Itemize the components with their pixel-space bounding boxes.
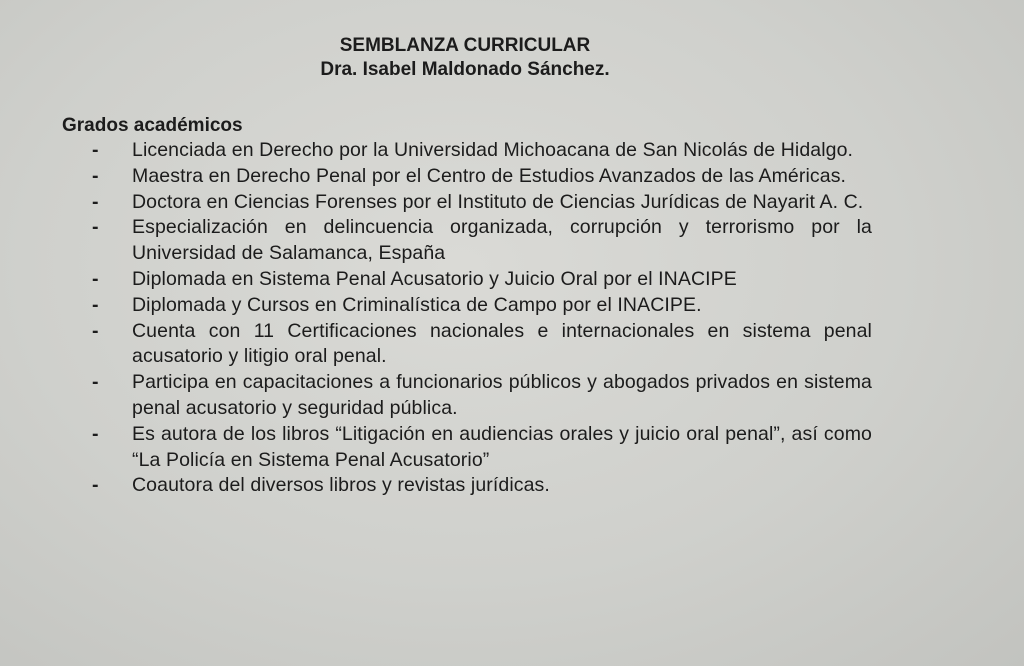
list-item-text: Maestra en Derecho Penal por el Centro de Estudios Avanzados de las Américas. <box>132 164 847 187</box>
bullet-dash: - <box>92 422 99 445</box>
list-item-text: Coautora del diversos libros y revistas jurídicas. <box>132 474 550 497</box>
bullet-dash: - <box>92 190 99 213</box>
section-heading: Grados académicos <box>62 115 243 136</box>
list-item <box>92 422 872 474</box>
list-item <box>92 267 872 293</box>
list-item <box>92 215 872 267</box>
list-item <box>92 293 872 319</box>
document-header <box>0 34 930 82</box>
document-title: SEMBLANZA CURRICULAR <box>339 35 591 56</box>
person-name: Dra. Isabel Maldonado Sánchez. <box>320 59 610 80</box>
list-item-text: Es autora de los libros “Litigación en audiencias orales y juicio oral penal”, así como “La Policía en Sistema Penal Acusatorio” <box>132 422 872 471</box>
bullet-dash: - <box>92 474 99 497</box>
list-item <box>92 370 872 422</box>
list-item <box>92 319 872 371</box>
bullet-dash: - <box>92 319 99 342</box>
bullet-dash: - <box>92 164 99 187</box>
list-item <box>92 164 872 190</box>
bullet-dash: - <box>92 216 99 239</box>
list-item-text: Especialización en delincuencia organizada, corrupción y terrorismo por la Universidad de Salamanca, España <box>132 216 872 265</box>
bullet-dash: - <box>92 139 99 161</box>
list-item-text: Licenciada en Derecho por la Universidad Michoacana de San Nicolás de Hidalgo. <box>132 139 854 161</box>
list-item <box>92 190 872 216</box>
list-item-text: Participa en capacitaciones a funcionarios públicos y abogados privados en sistema penal acusatorio y seguridad pública. <box>132 371 872 419</box>
bullet-dash: - <box>92 293 99 316</box>
bullet-dash: - <box>92 267 99 290</box>
list-item <box>92 473 872 499</box>
list-item <box>92 138 872 164</box>
list-item-text: Diplomada en Sistema Penal Acusatorio y Juicio Oral por el INACIPE <box>132 267 737 290</box>
degrees-list <box>92 138 872 499</box>
bullet-dash: - <box>92 371 99 394</box>
list-item-text: Diplomada y Cursos en Criminalística de Campo por el INACIPE. <box>132 293 702 316</box>
list-item-text: Cuenta con 11 Certificaciones nacionales e internacionales en sistema penal acusatorio y litigio oral penal. <box>132 319 872 368</box>
list-item-text: Doctora en Ciencias Forenses por el Instituto de Ciencias Jurídicas de Nayarit A. C. <box>132 190 864 213</box>
